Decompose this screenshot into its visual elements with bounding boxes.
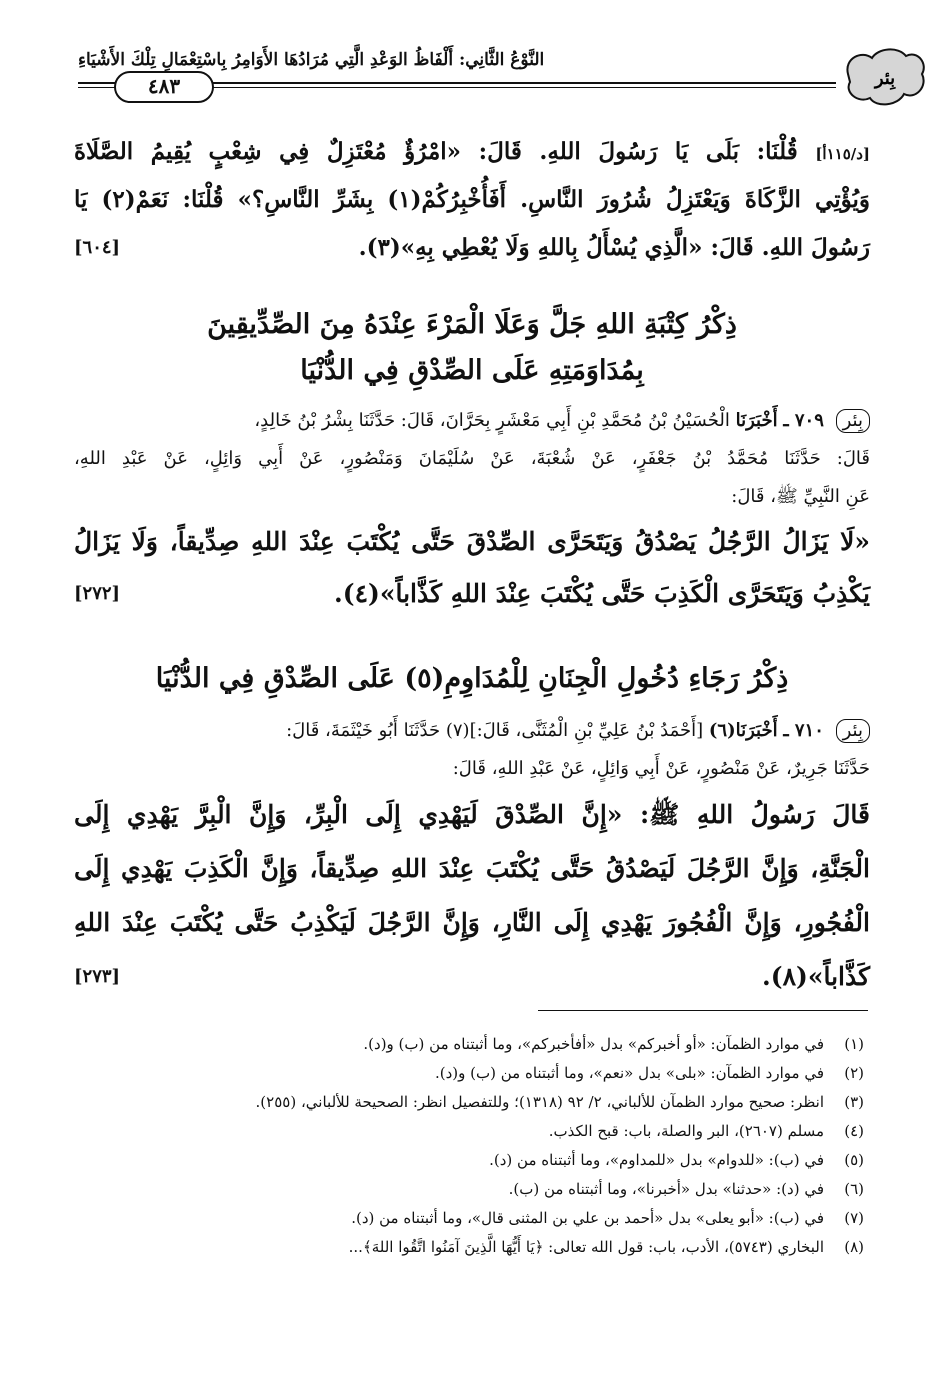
footnote-text: في موارد الظمآن: «أو أخبركم» بدل «أفأخبركم»، وما أثبتناه من (ب) و(د).	[363, 1035, 824, 1053]
footnotes	[74, 1030, 864, 1262]
text-line	[74, 128, 870, 176]
isnad-text: الْحُسَيْنُ بْنُ مُحَمَّدِ بْنِ أَبِي مَعْشَرٍ بِحَرَّانَ، قَالَ: حَدَّثَنَا بِشْرُ بْنُ خَالِدٍ،	[254, 410, 730, 431]
footnote-number: (٤)	[844, 1122, 864, 1140]
text-line: وَيُؤْتِي الزَّكَاةَ وَيَعْتَزِلُ شُرُورَ النَّاسِ. أَفَأُخْبِرُكُمْ(١) بِشَرِّ النَّاسِ؟» قُلْنَا: نَعَمْ(٢) يَا	[74, 186, 870, 213]
hadith-710	[74, 712, 870, 1004]
text-line	[74, 224, 870, 272]
isnad-lead: أَخْبَرَنَا(٦)	[708, 720, 778, 741]
footnote	[74, 1175, 864, 1204]
isnad-text: [أَحْمَدُ بْنُ عَلِيِّ بْنِ الْمُثَنَّى، قَالَ:](٧) حَدَّثَنَا أَبُو خَيْثَمَةَ، قَالَ:	[286, 720, 704, 741]
footnote	[74, 1204, 864, 1233]
text-line-content: قُلْنَا: بَلَى يَا رَسُولَ اللهِ. قَالَ: «امْرُؤٌ مُعْتَزِلٌ فِي شِعْبٍ يُقِيمُ الصَّلَاةَ	[74, 138, 798, 165]
hadith-ornament-icon: بِئر	[836, 719, 870, 743]
hadith-709	[74, 402, 870, 620]
text-line-content: رَسُولَ اللهِ. قَالَ: «الَّذِي يُسْأَلُ بِاللهِ وَلَا يُعْطِي بِهِ»(٣).	[358, 234, 870, 261]
footnote-number: (٢)	[844, 1064, 864, 1082]
reference-number: [٦٠٤]	[74, 237, 121, 258]
footnote-number: (٨)	[844, 1238, 864, 1256]
matn-line	[74, 950, 870, 1004]
footnote-text: البخاري (٥٧٤٣)، الأدب، باب: قول الله تعالى: ﴿يَا أَيُّهَا الَّذِينَ آمَنُوا اتَّقُوا اللهَ﴾...	[348, 1238, 824, 1256]
footnote	[74, 1146, 864, 1175]
footnote	[74, 1233, 864, 1262]
matn-line	[74, 568, 870, 620]
hadith-number: ٧١٠ ـ	[783, 720, 824, 741]
footnote	[74, 1030, 864, 1059]
emblem-text: بِئر	[874, 68, 896, 89]
text-line: قَالَ: حَدَّثَنَا مُحَمَّدُ بْنُ جَعْفَرٍ، عَنْ شُعْبَةَ، عَنْ سُلَيْمَانَ وَمَنْصُورٍ، عَنْ أَبِي وَائِلٍ، عَنْ عَبْدِ اللهِ،	[74, 448, 870, 469]
paragraph-continuation	[74, 128, 870, 272]
reference-number: [٢٧٣]	[74, 966, 121, 987]
reference-number: [٢٧٢]	[74, 583, 121, 604]
chapter-heading	[74, 302, 870, 394]
footnote-text: في موارد الظمآن: «بلى» بدل «نعم»، وما أثبتناه من (ب) و(د).	[435, 1064, 824, 1082]
text-line: حَدَّثَنَا جَرِيرٌ، عَنْ مَنْصُورٍ، عَنْ أَبِي وَائِلٍ، عَنْ عَبْدِ اللهِ، قَالَ:	[452, 758, 870, 779]
page-number: ٤٨٣	[114, 71, 214, 103]
footnote-text: مسلم (٢٦٠٧)، البر والصلة، باب: قبح الكذب.	[548, 1122, 824, 1140]
matn-line: الْفُجُورِ، وَإِنَّ الْفُجُورَ يَهْدِي إِلَى النَّارِ، وَإِنَّ الرَّجُلَ لَيَكْذِبُ حَتَّى يُكْتَبَ عِنْدَ اللهِ	[74, 908, 870, 937]
footnote-text: في (ب): «أبو يعلى» بدل «أحمد بن علي بن المثنى قال»، وما أثبتناه من (د).	[351, 1209, 824, 1227]
text-line	[74, 712, 870, 750]
matn-line: قَالَ رَسُولُ اللهِ ﷺ: «إِنَّ الصِّدْقَ لَيَهْدِي إِلَى الْبِرِّ، وَإِنَّ الْبِرَّ يَهْدِي إِلَى	[74, 800, 870, 829]
text-line	[74, 402, 870, 440]
isnad-lead: أَخْبَرَنَا	[735, 410, 778, 431]
hadith-ornament-icon: بِئر	[836, 409, 870, 433]
matn-line-content: كَذَّاباً»(٨).	[762, 962, 870, 991]
footnote-number: (١)	[844, 1035, 864, 1053]
heading-line: ذِكْرُ رَجَاءِ دُخُولِ الْجِنَانِ لِلْمُدَاوِمِ(٥) عَلَى الصِّدْقِ فِي الدُّنْيَا	[155, 663, 789, 694]
text-line: عَنِ النَّبِيِّ ﷺ، قَالَ:	[731, 486, 870, 507]
footnote-number: (٥)	[844, 1151, 864, 1169]
chapter-heading	[74, 656, 870, 702]
hadith-number: ٧٠٩ ـ	[783, 410, 824, 431]
footnote-text: في (ب): «للدوام» بدل «للمداوم»، وما أثبتناه من (د).	[489, 1151, 824, 1169]
heading-line: بِمُدَاوَمَتِهِ عَلَى الصِّدْقِ فِي الدُّنْيَا	[300, 355, 644, 386]
heading-line: ذِكْرُ كِتْبَةِ اللهِ جَلَّ وَعَلَا الْمَرْءَ عِنْدَهُ مِنَ الصِّدِّيقِينَ	[207, 309, 737, 340]
footnote-number: (٦)	[844, 1180, 864, 1198]
footnote-number: (٧)	[844, 1209, 864, 1227]
footnote-divider	[538, 1010, 868, 1011]
page-header	[78, 44, 928, 104]
ornament-emblem-icon	[842, 44, 928, 110]
matn-line: «لَا يَزَالُ الرَّجُلُ يَصْدُقُ وَيَتَحَرَّى الصِّدْقَ حَتَّى يُكْتَبَ عِنْدَ اللهِ صِدِّيقاً، وَلَا يَزَالُ	[74, 527, 870, 556]
manuscript-marker: [د/١١٥أ]	[815, 145, 871, 163]
footnote	[74, 1117, 864, 1146]
running-title: النَّوْعُ الثَّانِي: أَلْفَاظُ الوَعْدِ الَّتِي مُرَادُهَا الأَوَامِرُ بِاسْتِعْمَالِ تِلْكَ الأَشْيَاءِ	[78, 50, 545, 70]
footnote-number: (٣)	[844, 1093, 864, 1111]
matn-line: الْجَنَّةِ، وَإِنَّ الرَّجُلَ لَيَصْدُقُ حَتَّى يُكْتَبَ عِنْدَ اللهِ صِدِّيقاً، وَإِنَّ الْكَذِبَ يَهْدِي إِلَى	[74, 854, 870, 883]
footnote	[74, 1088, 864, 1117]
matn-line-content: يَكْذِبُ وَيَتَحَرَّى الْكَذِبَ حَتَّى يُكْتَبَ عِنْدَ اللهِ كَذَّاباً»(٤).	[334, 579, 870, 608]
footnote-text: في (د): «حدثنا» بدل «أخبرنا»، وما أثبتناه من (ب).	[508, 1180, 824, 1198]
footnote	[74, 1059, 864, 1088]
footnote-text: انظر: صحيح موارد الظمآن للألباني، ٢/ ٩٢ (١٣١٨)؛ وللتفصيل انظر: الصحيحة للألباني، (٢٥٥).	[255, 1093, 824, 1111]
